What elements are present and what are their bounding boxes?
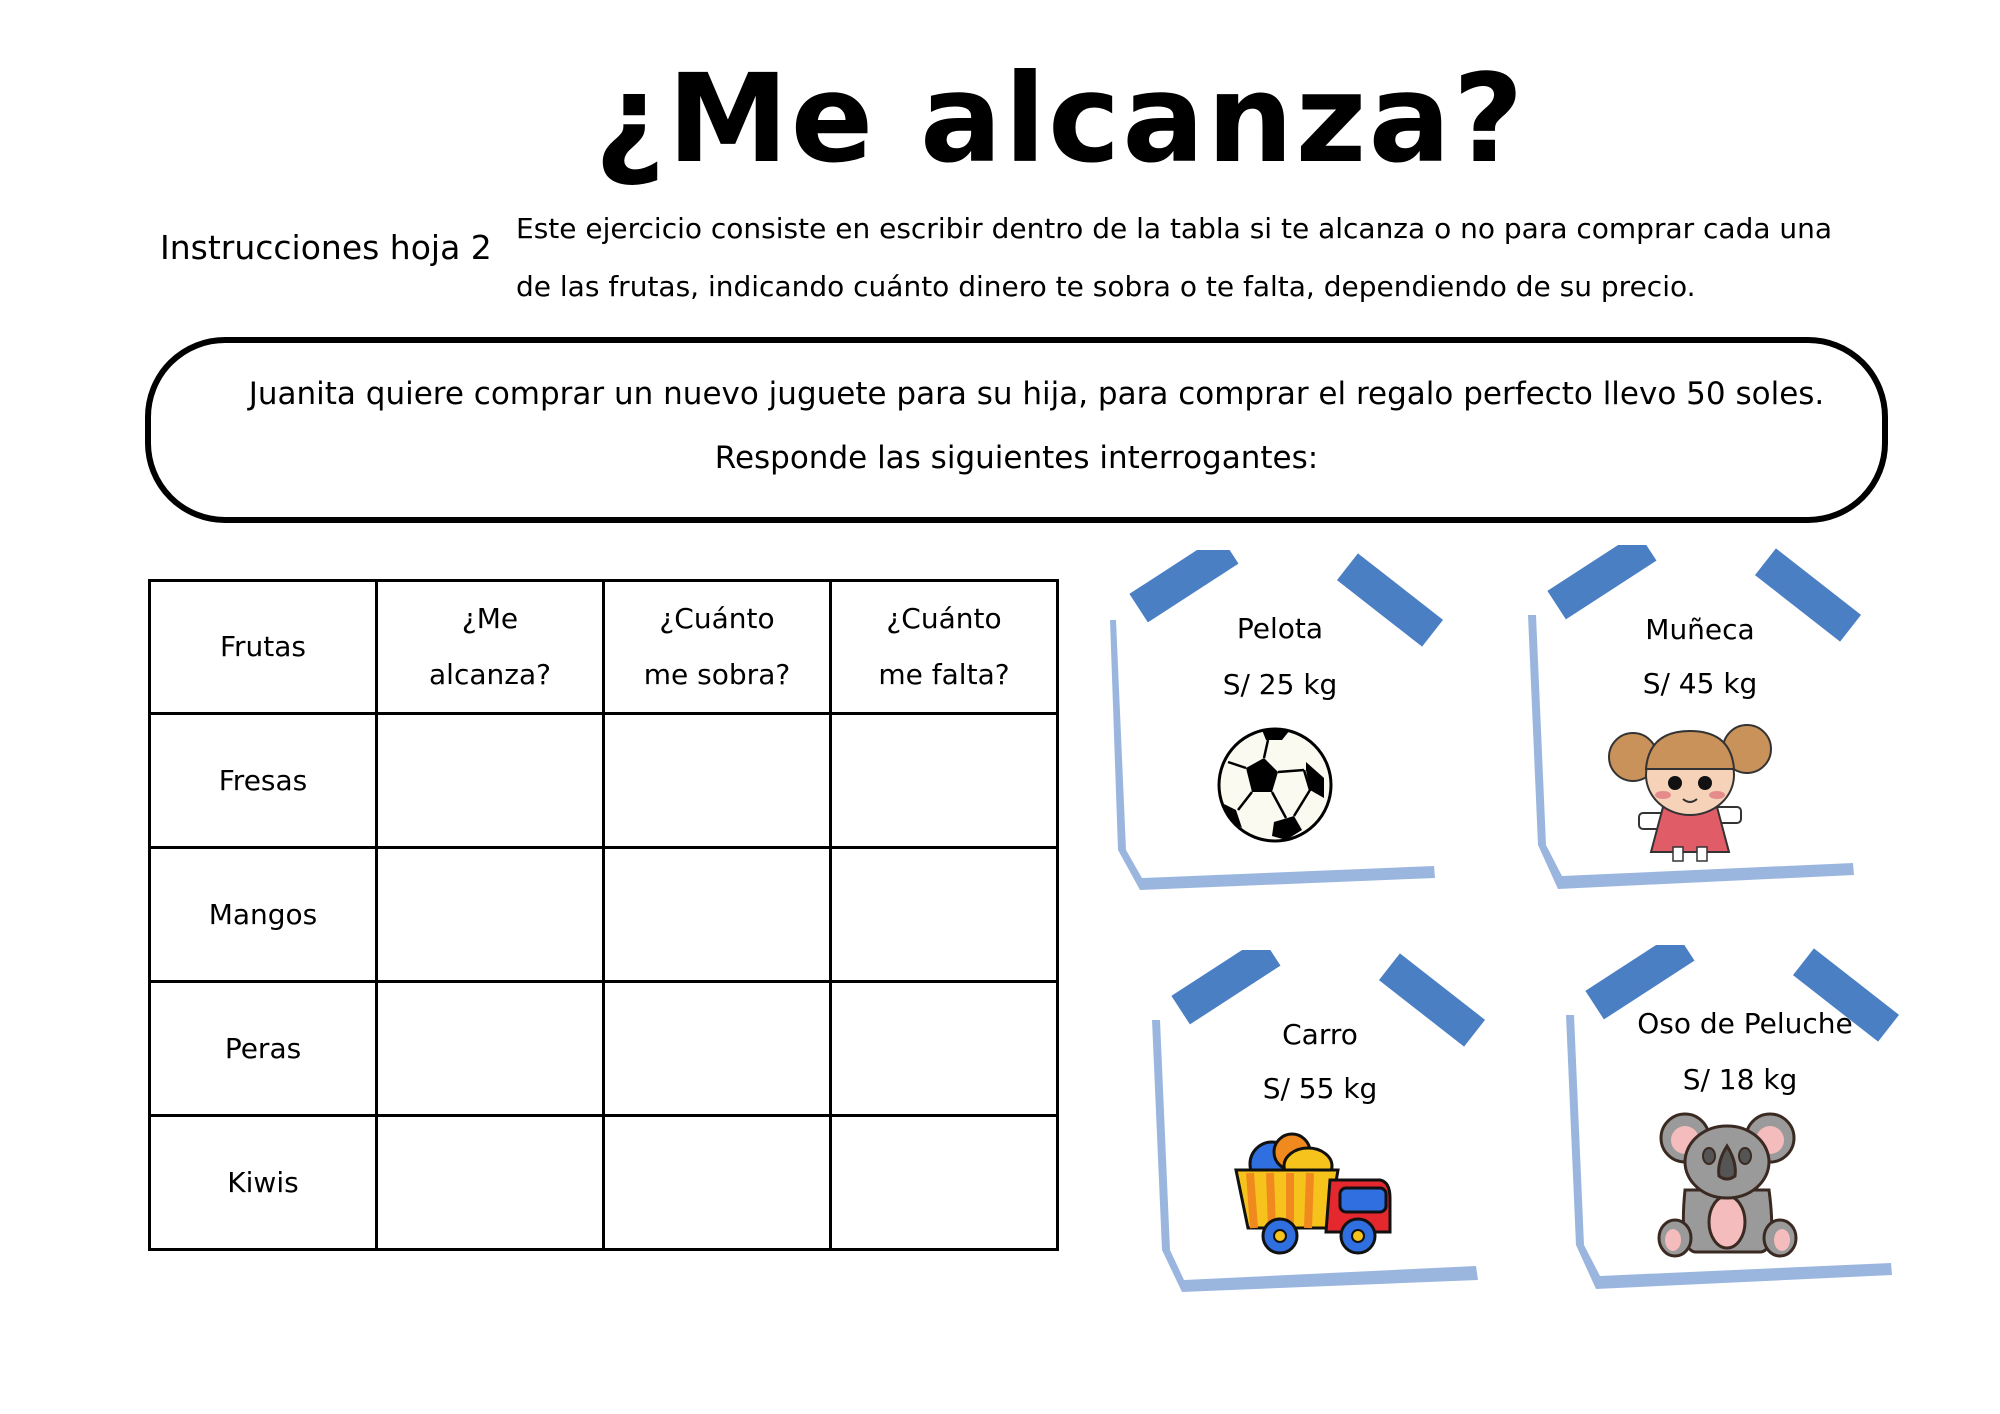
header-cuanto-falta: ¿Cuánto me falta?: [831, 581, 1058, 714]
story-prompt: Responde las siguientes interrogantes:: [714, 440, 1319, 476]
instructions-line-1: Este ejercicio consiste en escribir dentro de la tabla si te alcanza o no para comprar cada una: [516, 212, 1833, 245]
toy-name: Oso de Peluche: [1637, 1007, 1853, 1040]
toy-card-oso-de-peluche: [1550, 945, 1930, 1305]
toy-card-pelota: [1090, 550, 1470, 910]
answer-cell[interactable]: [377, 982, 604, 1116]
table-header-row: [150, 581, 1058, 714]
toy-price: S/ 55 kg: [1262, 1072, 1378, 1105]
toy-card-muneca: [1510, 545, 1890, 905]
story-text: Juanita quiere comprar un nuevo juguete para su hija, para comprar el regalo perfecto llevo 50 soles.: [248, 376, 1825, 412]
toy-truck-icon: [1230, 1128, 1400, 1258]
row-label: Peras: [150, 982, 377, 1116]
row-label: Kiwis: [150, 1116, 377, 1250]
instructions-line-2: de las frutas, indicando cuánto dinero te sobra o te falta, dependiendo de su precio.: [516, 270, 1696, 303]
header-frutas: Frutas: [150, 581, 377, 714]
table-row: [150, 982, 1058, 1116]
table-row: [150, 848, 1058, 982]
row-label: Mangos: [150, 848, 377, 982]
answer-cell[interactable]: [377, 848, 604, 982]
header-cuanto-sobra: ¿Cuánto me sobra?: [604, 581, 831, 714]
toy-name: Muñeca: [1645, 613, 1755, 646]
answer-cell[interactable]: [377, 714, 604, 848]
answer-cell[interactable]: [604, 714, 831, 848]
answer-cell[interactable]: [604, 1116, 831, 1250]
answer-cell[interactable]: [377, 1116, 604, 1250]
toy-price: S/ 18 kg: [1682, 1063, 1798, 1096]
table-row: [150, 1116, 1058, 1250]
soccer-ball-icon: [1216, 726, 1334, 844]
answer-table: [148, 579, 1059, 1251]
toy-price: S/ 45 kg: [1642, 667, 1758, 700]
table-row: [150, 714, 1058, 848]
teddy-koala-icon: [1655, 1110, 1800, 1260]
answer-cell[interactable]: [831, 848, 1058, 982]
answer-cell[interactable]: [604, 848, 831, 982]
instructions-label: Instrucciones hoja 2: [160, 228, 492, 267]
toy-price: S/ 25 kg: [1222, 668, 1338, 701]
answer-cell[interactable]: [831, 1116, 1058, 1250]
doll-icon: [1605, 717, 1775, 862]
row-label: Fresas: [150, 714, 377, 848]
instructions-text: [516, 200, 1916, 316]
answer-cell[interactable]: [831, 982, 1058, 1116]
toy-name: Carro: [1282, 1018, 1358, 1051]
header-me-alcanza: ¿Me alcanza?: [377, 581, 604, 714]
answer-cell[interactable]: [604, 982, 831, 1116]
toy-card-carro: [1130, 950, 1510, 1310]
page-title: ¿Me alcanza?: [594, 48, 1526, 190]
toy-name: Pelota: [1236, 612, 1324, 645]
story-box: [145, 337, 1888, 523]
answer-cell[interactable]: [831, 714, 1058, 848]
